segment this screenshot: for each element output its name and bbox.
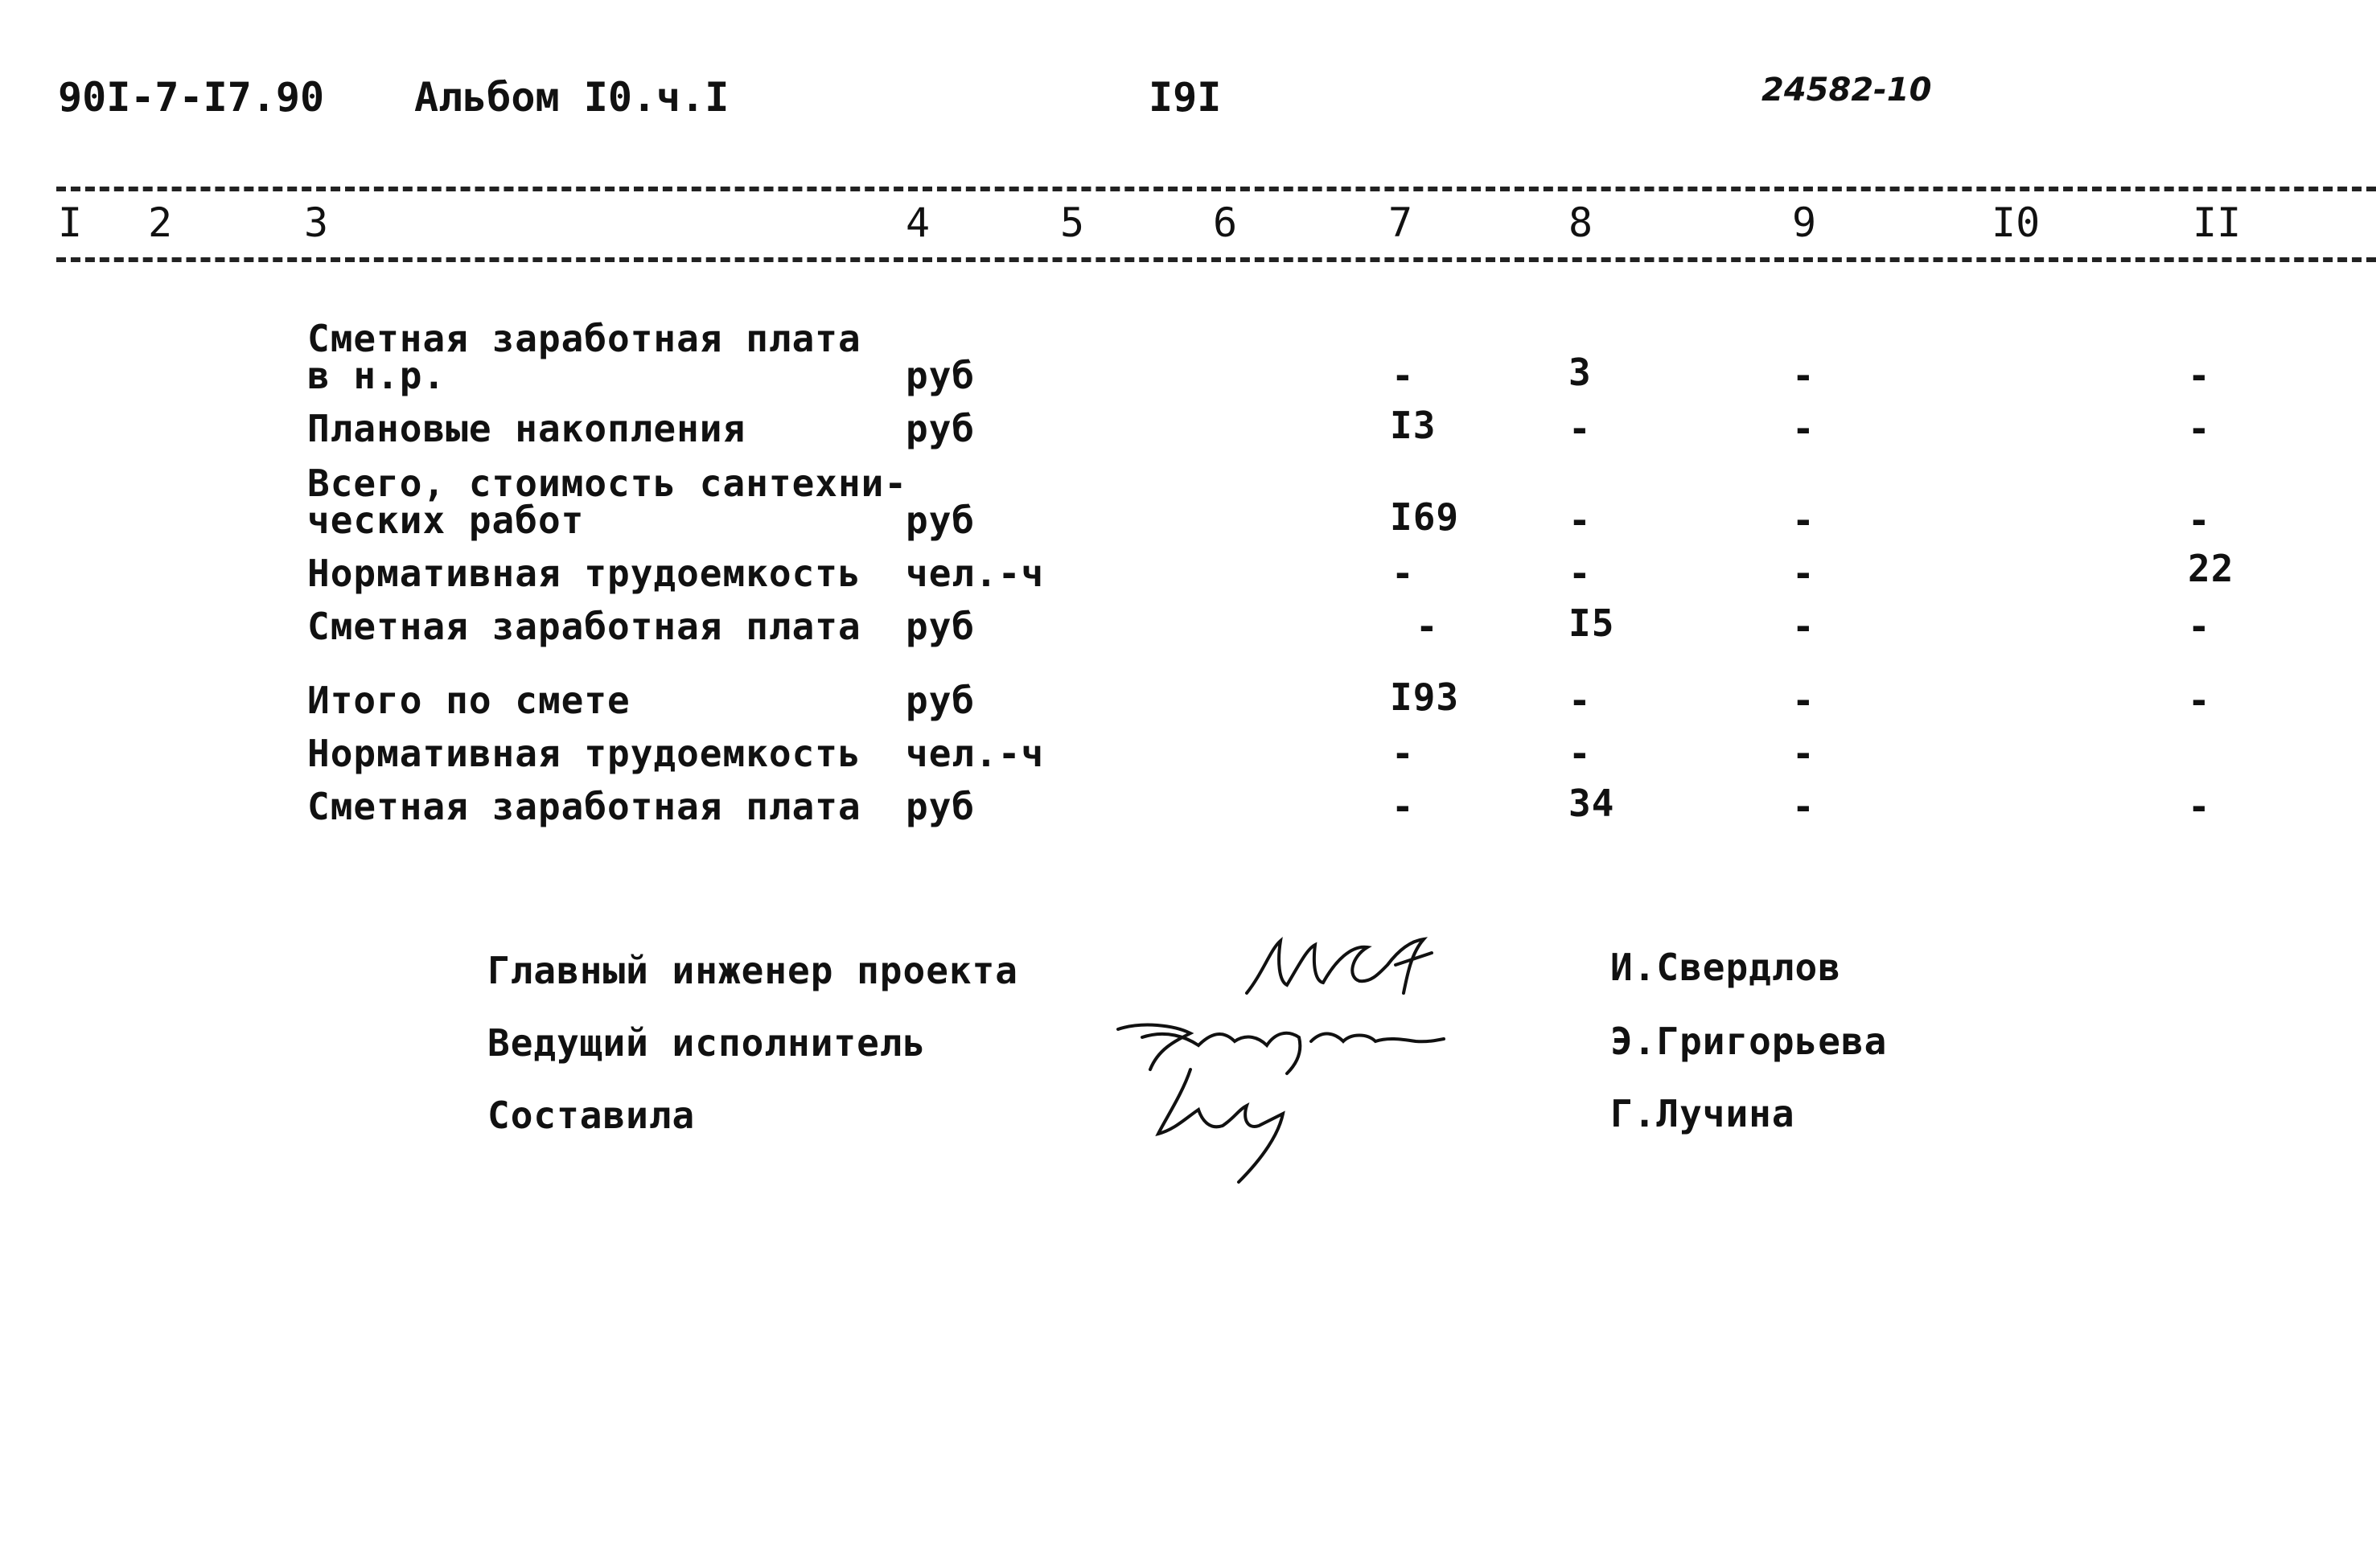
row-value-col9: - [1792, 679, 1815, 722]
archive-number: 24582-10 [1761, 72, 1932, 109]
row-value-col8: 34 [1568, 782, 1615, 825]
column-number-6: 6 [1213, 199, 1238, 246]
column-number-7: 7 [1388, 199, 1413, 246]
column-number-10: I0 [1992, 199, 2041, 246]
row-value-col7: - [1391, 552, 1414, 595]
row-unit: чел.-ч [906, 552, 1045, 595]
row-value-col11: 22 [2188, 547, 2234, 590]
row-unit: руб [906, 354, 976, 397]
row-value-col11: - [2188, 499, 2210, 542]
handwritten-signature-compiler [1142, 1053, 1319, 1190]
row-value-col8: 3 [1568, 351, 1592, 394]
header-bottom-rule [56, 257, 2376, 262]
column-number-2: 2 [148, 199, 173, 246]
row-name-continued: в н.р. [307, 354, 446, 397]
row-name: Плановые накопления [307, 407, 746, 450]
column-number-1: I [58, 199, 83, 246]
row-value-col11: - [2188, 679, 2210, 722]
row-unit: руб [906, 407, 976, 450]
signer-role: Ведущий исполнитель [487, 1021, 927, 1065]
album-label: Альбом I0.ч.I [414, 74, 730, 121]
handwritten-signature-chief-engineer [1239, 917, 1464, 1005]
row-name: Сметная заработная плата [307, 317, 861, 360]
row-value-col9: - [1792, 552, 1815, 595]
row-name: Сметная заработная плата [307, 785, 861, 828]
signer-role: Составила [487, 1094, 696, 1137]
document-code: 90I-7-I7.90 [58, 74, 325, 121]
row-value-col8: - [1568, 552, 1591, 595]
column-number-3: 3 [304, 199, 329, 246]
row-value-col7: - [1391, 732, 1414, 775]
row-value-col7: I93 [1390, 675, 1460, 719]
row-unit: чел.-ч [906, 732, 1045, 775]
column-number-5: 5 [1060, 199, 1085, 246]
row-name: Нормативная трудоемкость [307, 552, 861, 595]
row-value-col9: - [1792, 499, 1815, 542]
row-value-col8: I5 [1568, 601, 1615, 645]
row-value-col11: - [2188, 354, 2210, 397]
page-number: I9I [1149, 74, 1222, 121]
signer-role: Главный инженер проекта [487, 949, 1018, 992]
row-name: Нормативная трудоемкость [307, 732, 861, 775]
signer-name: И.Свердлов [1610, 946, 1841, 989]
row-unit: руб [906, 785, 976, 828]
row-name-continued: ческих работ [307, 499, 585, 542]
row-unit: руб [906, 679, 976, 722]
header-top-rule [56, 187, 2376, 191]
row-value-col9: - [1792, 732, 1815, 775]
column-number-9: 9 [1792, 199, 1817, 246]
row-value-col8: - [1568, 407, 1591, 450]
row-value-col8: - [1568, 499, 1591, 542]
column-number-4: 4 [906, 199, 931, 246]
row-name: Всего, стоимость сантехни- [307, 462, 908, 505]
column-number-8: 8 [1568, 199, 1593, 246]
row-value-col7: - [1391, 785, 1414, 828]
row-unit: руб [906, 499, 976, 542]
row-value-col7: - [1391, 354, 1414, 397]
row-unit: руб [906, 605, 976, 648]
signer-name: Г.Лучина [1610, 1092, 1795, 1135]
row-value-col11: - [2188, 407, 2210, 450]
row-value-col9: - [1792, 407, 1815, 450]
row-value-col11: - [2188, 605, 2210, 648]
row-value-col8: - [1568, 732, 1591, 775]
column-number-11: II [2193, 199, 2242, 246]
row-name: Сметная заработная плата [307, 605, 861, 648]
row-value-col9: - [1792, 354, 1815, 397]
row-value-col7: I69 [1390, 495, 1460, 539]
row-value-col9: - [1792, 785, 1815, 828]
row-value-col9: - [1792, 605, 1815, 648]
row-name: Итого по смете [307, 679, 631, 722]
signer-name: Э.Григорьева [1610, 1020, 1888, 1063]
row-value-col8: - [1568, 679, 1591, 722]
row-value-col11: - [2188, 785, 2210, 828]
row-value-col7: - [1416, 605, 1438, 648]
row-value-col7: I3 [1390, 404, 1437, 447]
